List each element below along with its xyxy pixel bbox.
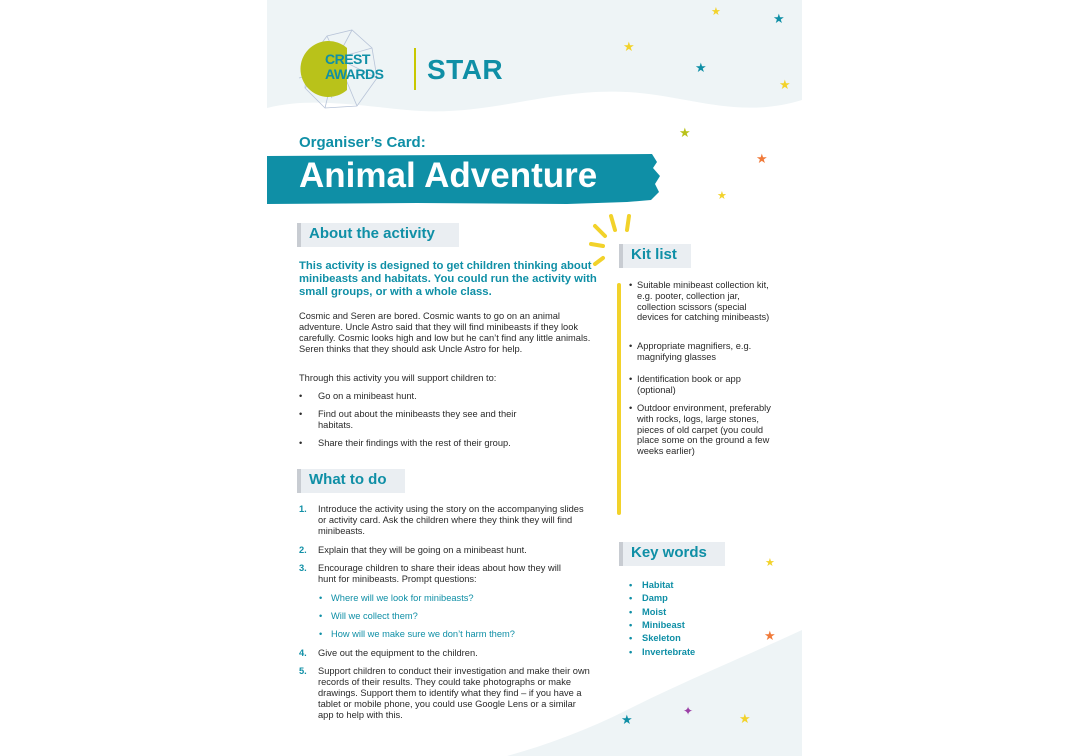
question-bullet: • (319, 611, 323, 621)
crest-word: CREST (325, 51, 370, 67)
star-icon: ★ (764, 628, 776, 643)
kit-list-heading (619, 244, 691, 268)
kit-item-text: Identification book or app (optional) (637, 374, 741, 395)
kit-item-text: Appropriate magnifiers, e.g. magnifying glasses (637, 341, 752, 362)
keyword-text: Moist (642, 607, 667, 617)
star-icon: ★ (739, 711, 751, 726)
question-bullet: • (319, 593, 323, 603)
step-number: 1. (299, 504, 307, 514)
star-icon: ★ (779, 77, 791, 92)
keyword-bullet: • (629, 620, 633, 630)
crest-awards-wordmark (325, 52, 383, 82)
support-intro: Through this activity you will support children to: (299, 373, 497, 383)
step-number: 4. (299, 648, 307, 658)
step-text: Explain that they will be going on a minibeast hunt. (318, 545, 527, 555)
bullet-mark: • (299, 391, 303, 401)
keyword-text: Habitat (642, 580, 674, 590)
bullet-mark: • (299, 438, 303, 448)
star-level-label: STAR (427, 54, 504, 85)
awards-word: AWARDS (325, 66, 384, 82)
star-icon: ✦ (683, 704, 694, 718)
bullet-text: Go on a minibeast hunt. (318, 391, 417, 401)
keyword-text: Invertebrate (642, 647, 696, 657)
key-words-heading (619, 542, 725, 566)
what-to-do-heading (297, 469, 405, 493)
keyword-text: Minibeast (642, 620, 685, 630)
keyword-bullet: • (629, 607, 633, 617)
keyword-bullet: • (629, 633, 633, 643)
kit-list-accent-bar (617, 283, 621, 515)
star-icon: ★ (773, 11, 785, 26)
step-text: Give out the equipment to the children. (318, 648, 478, 658)
about-heading (297, 223, 459, 247)
kit-bullet: • (629, 374, 633, 384)
star-icon: ★ (711, 6, 721, 18)
keyword-text: Skeleton (642, 633, 681, 643)
star-icon: ★ (679, 125, 691, 140)
star-icon: ★ (623, 39, 635, 54)
question-text: Where will we look for minibeasts? (331, 593, 474, 603)
story-paragraph: Cosmic and Seren are bored. Cosmic wants to go on an animal adventure. Uncle Astro said that they will find minibeasts if they look carefully. Cosmic looks high and low but he can’t find any little animals. Seren thinks that they should ask Uncle Astro for help. (299, 311, 591, 354)
bullet-mark: • (299, 409, 303, 419)
organiser-card-page (267, 0, 802, 756)
step-text: Support children to conduct their investigation and make their own records of their results. They could take photographs or make drawings. Support them to identify what they find – if you have a tablet or mobile phone, you could use Google Lens or a similar app to help with this. (318, 666, 590, 720)
kit-item-text: Suitable minibeast collection kit, e.g. pooter, collection jar, collection scissors (special devices for catching minibeasts) (637, 280, 770, 323)
step-text: Introduce the activity using the story on the accompanying slides or activity card. Ask the children where they think they will find minibeasts. (318, 504, 584, 536)
kit-item-text: Outdoor environment, preferably with rocks, logs, large stones, pieces of old carpet (you could place some on the ground a few weeks earlier) (637, 403, 771, 457)
star-icon: ★ (756, 151, 768, 166)
about-lead: This activity is designed to get children thinking about minibeasts and habitats. You could run the activity with small groups, or with a whole class. (299, 260, 597, 298)
key-words-heading-text: Key words (631, 544, 707, 561)
star-icon: ★ (621, 712, 633, 727)
kit-bullet: • (629, 341, 633, 351)
what-to-do-heading-text: What to do (309, 471, 387, 488)
kit-list-heading-text: Kit list (631, 246, 677, 263)
keyword-bullet: • (629, 593, 633, 603)
bullet-text: Find out about the minibeasts they see and their habitats. (318, 409, 517, 430)
step-text: Encourage children to share their ideas about how they will hunt for minibeasts. Prompt questions: (318, 563, 561, 584)
page-title: Animal Adventure (299, 156, 598, 195)
question-bullet: • (319, 629, 323, 639)
step-number: 5. (299, 666, 307, 676)
card-subtitle: Organiser’s Card: (299, 134, 426, 151)
keyword-bullet: • (629, 580, 633, 590)
step-number: 3. (299, 563, 307, 573)
logo-divider (414, 48, 416, 90)
step-number: 2. (299, 545, 307, 555)
kit-bullet: • (629, 280, 633, 290)
kit-bullet: • (629, 403, 633, 413)
about-heading-text: About the activity (309, 225, 435, 242)
star-icon: ★ (717, 190, 727, 202)
question-text: Will we collect them? (331, 611, 418, 621)
question-text: How will we make sure we don’t harm them? (331, 629, 515, 639)
star-icon: ★ (765, 557, 775, 569)
star-icon: ★ (695, 60, 707, 75)
keyword-bullet: • (629, 647, 633, 657)
bullet-text: Share their findings with the rest of their group. (318, 438, 511, 448)
keyword-text: Damp (642, 593, 668, 603)
